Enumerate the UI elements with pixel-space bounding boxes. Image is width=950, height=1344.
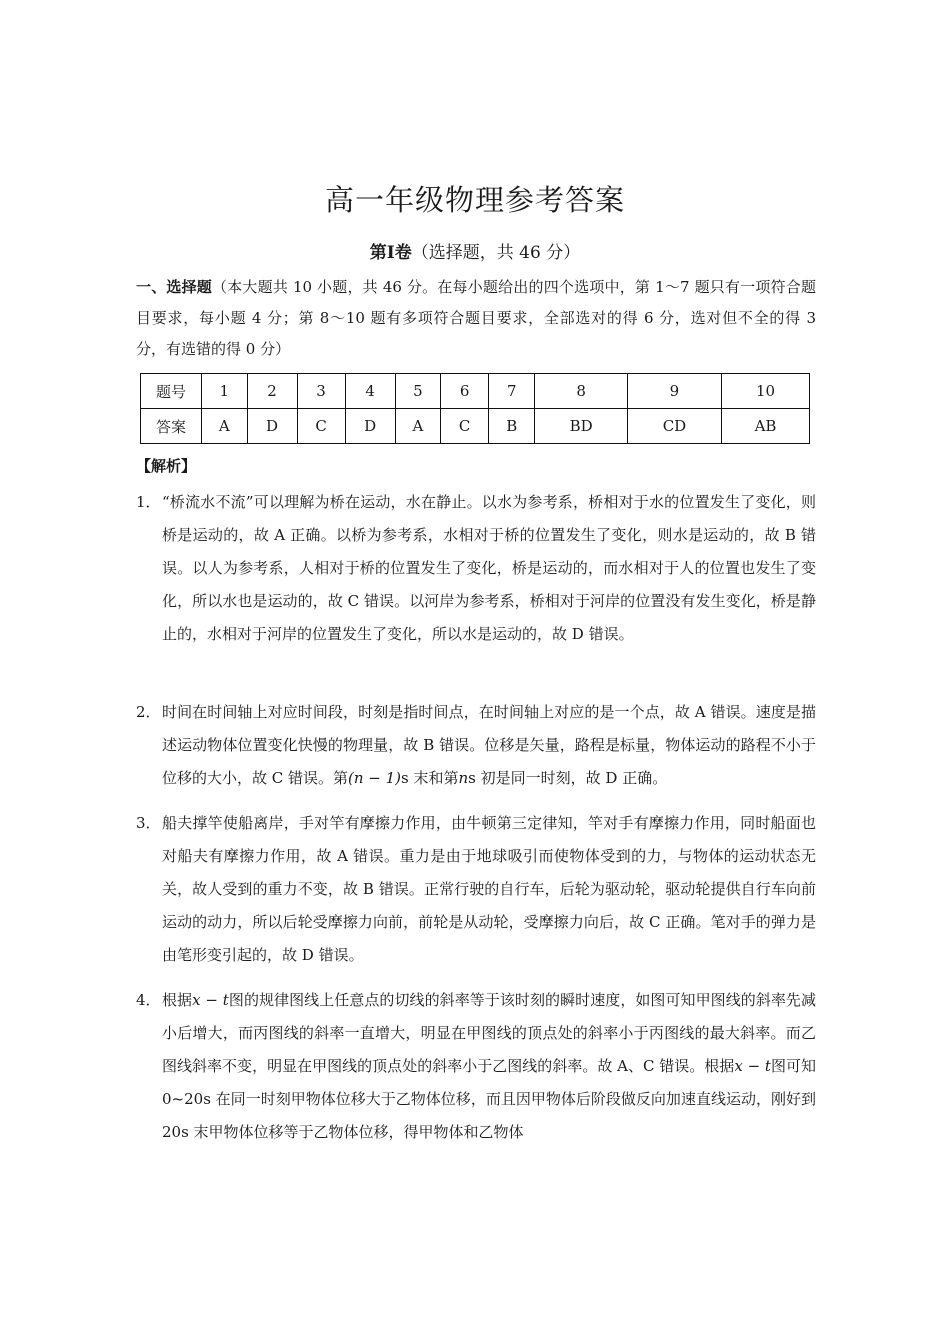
item-text xyxy=(162,984,816,1149)
table-cell: CD xyxy=(627,409,721,444)
table-cell: C xyxy=(297,409,345,444)
section-desc: （选择题，共 46 分） xyxy=(411,243,581,263)
table-cell: AB xyxy=(722,409,810,444)
table-cell: 5 xyxy=(395,374,441,409)
section-label: 第Ⅰ卷 xyxy=(369,243,412,263)
table-cell: 3 xyxy=(297,374,345,409)
table-cell: 9 xyxy=(627,374,721,409)
text-span: 根据 xyxy=(162,991,193,1009)
table-cell: A xyxy=(395,409,441,444)
item-number: 3． xyxy=(136,814,161,832)
analysis-item-2 xyxy=(136,696,816,795)
table-cell: C xyxy=(441,409,489,444)
table-cell: 4 xyxy=(345,374,395,409)
table-cell: BD xyxy=(535,409,627,444)
part-label: 一、选择题 xyxy=(136,278,213,296)
answer-table xyxy=(140,373,810,444)
section-heading xyxy=(0,238,950,263)
table-cell: 7 xyxy=(489,374,535,409)
text-span: 时间在时间轴上对应时间段，时刻是指时间点，在时间轴上对应的是一个点，故 A 错误。速度是描述运动物体位置变化快慢的物理量，故 B 错误。位移是矢量，路程是标量，物体运动的路程不小于位移的大小，故 C 错误。第 xyxy=(162,703,816,787)
page-title: 高一年级物理参考答案 xyxy=(324,183,625,217)
part-intro xyxy=(136,272,816,365)
analysis-item-3 xyxy=(136,807,816,972)
item-text xyxy=(162,696,816,795)
text-span: s 末和第 xyxy=(401,769,459,787)
table-cell: 1 xyxy=(202,374,248,409)
table-cell: 8 xyxy=(535,374,627,409)
math-expression: (n − 1) xyxy=(348,769,402,787)
item-text: 船夫撑竿使船离岸，手对竿有摩擦力作用，由牛顿第三定律知，竿对手有摩擦力作用，同时船面也对船夫有摩擦力作用，故 A 错误。重力是由于地球吸引而使物体受到的力，与物体的运动状态无关，故人受到的重力不变，故 B 错误。正常行驶的自行车，后轮为驱动轮，驱动轮提供自行车向前运动的动力，所以后轮受摩擦力向前，前轮是从动轮，受摩擦力向后，故 C 正确。笔对手的弹力是由笔形变引起的，故 D 错误。 xyxy=(162,814,816,964)
item-number: 4． xyxy=(136,991,161,1009)
text-span: 图可知 0~20s 在同一时刻甲物体位移大于乙物体位移，而且因甲物体后阶段做反向加速直线运动，刚好到 20s 末甲物体位移等于乙物体位移，得甲物体和乙物体 xyxy=(162,1057,816,1141)
table-cell: 题号 xyxy=(141,374,202,409)
table-cell: B xyxy=(489,409,535,444)
table-cell: 2 xyxy=(247,374,297,409)
analysis-heading: 【解析】 xyxy=(136,457,197,475)
text-span: s 初是同一时刻，故 D 正确。 xyxy=(468,769,668,787)
table-cell: 答案 xyxy=(141,409,202,444)
item-text: “桥流水不流”可以理解为桥在运动，水在静止。以水为参考系，桥相对于水的位置发生了变化，则桥是运动的，故 A 正确。以桥为参考系，水相对于桥的位置发生了变化，则水是运动的，故 B 错误。以人为参考系，人相对于桥的位置发生了变化，桥是运动的，而水相对于人的位置也发生了变化，所以水也是运动的，故 C 错误。以河岸为参考系，桥相对于河岸的位置没有发生变化，桥是静止的，水相对于河岸的位置发生了变化，所以水是运动的，故 D 错误。 xyxy=(162,493,816,643)
table-cell: D xyxy=(247,409,297,444)
math-expression: x − t xyxy=(734,1057,771,1075)
analysis-item-1 xyxy=(136,486,816,651)
table-row xyxy=(141,409,810,444)
table-cell: 10 xyxy=(722,374,810,409)
item-number: 2． xyxy=(136,703,161,721)
table-cell: 6 xyxy=(441,374,489,409)
math-expression: x − t xyxy=(192,991,229,1009)
table-cell: D xyxy=(345,409,395,444)
table-cell: A xyxy=(202,409,248,444)
part-description: （本大题共 10 小题，共 46 分。在每小题给出的四个选项中，第 1～7 题只有一项符合题目要求，每小题 4 分；第 8～10 题有多项符合题目要求，全部选对的得 6 分，选对但不全的得 3 分，有选错的得 0 分） xyxy=(136,278,816,358)
text-span: 图的规律图线上任意点的切线的斜率等于该时刻的瞬时速度，如图可知甲图线的斜率先减小后增大，而丙图线的斜率一直增大，明显在甲图线的顶点处的斜率小于丙图线的最大斜率。而乙图线斜率不变，明显在甲图线的顶点处的斜率小于乙图线的斜率。故 A、C 错误。根据 xyxy=(162,991,816,1075)
math-expression: n xyxy=(458,769,469,787)
item-number: 1． xyxy=(136,493,161,511)
table-row xyxy=(141,374,810,409)
analysis-item-4 xyxy=(136,984,816,1149)
